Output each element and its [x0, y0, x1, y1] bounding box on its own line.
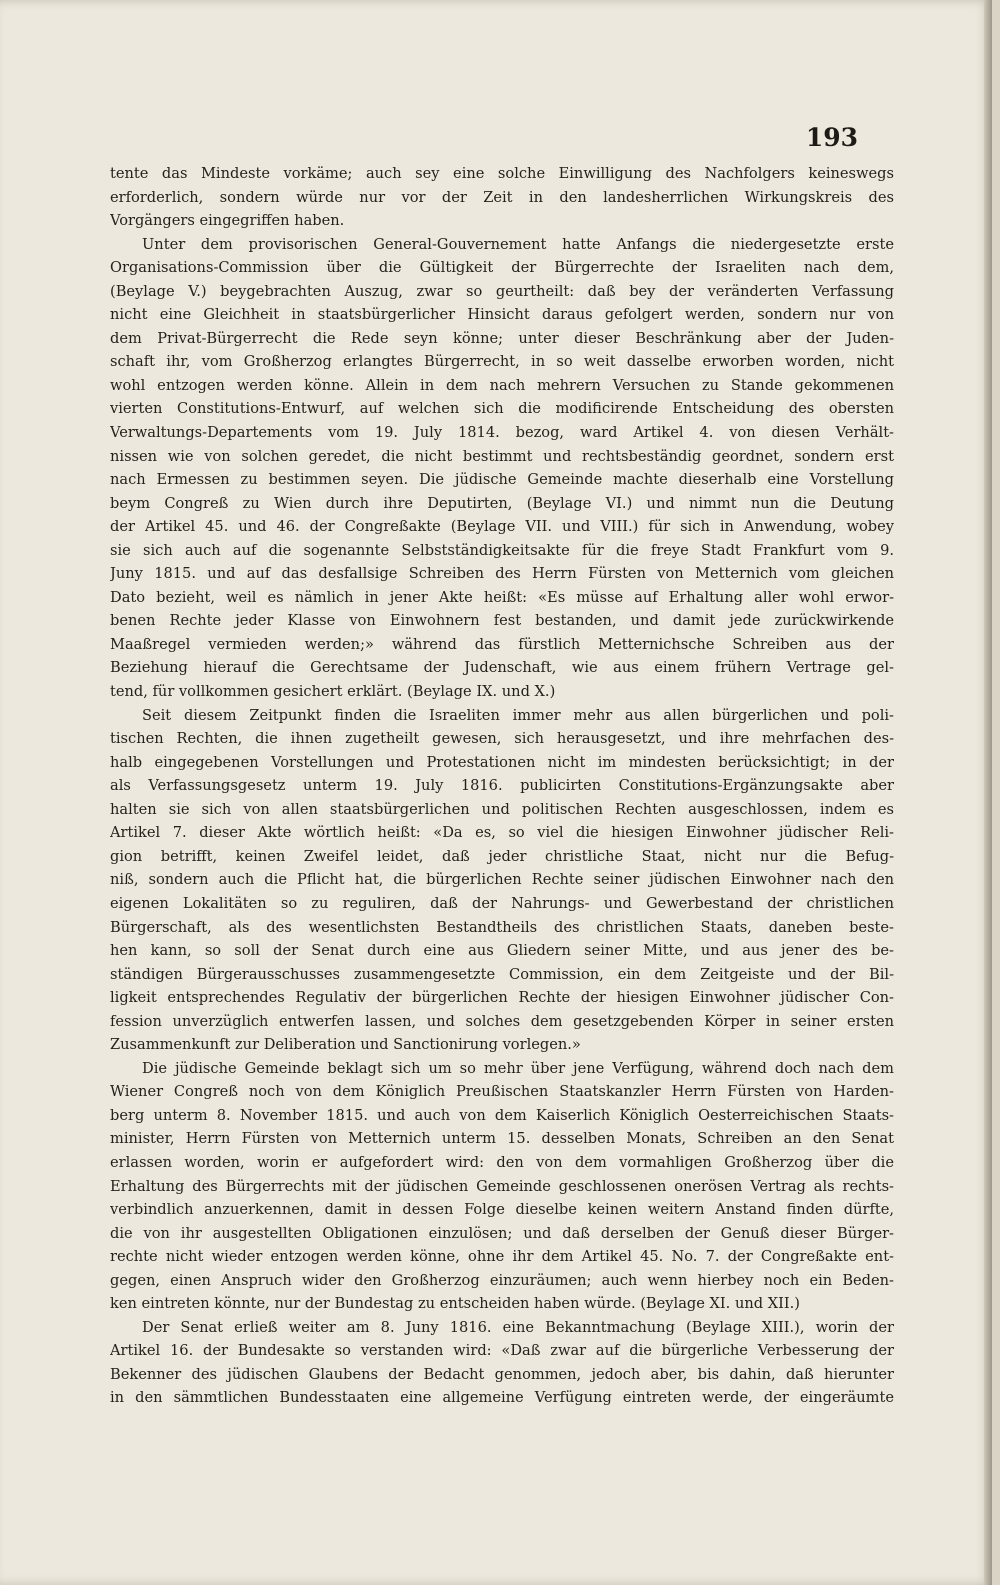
text-line: Unter dem provisorischen General-Gouvernement hatte Anfangs die niedergesetzte erste	[142, 235, 894, 253]
text-line: nissen wie von solchen geredet, die nicht bestimmt und rechtsbeständig geordnet, sondern erst	[110, 447, 894, 465]
text-line: Bürgerschaft, als des wesentlichsten Bestandtheils des christlichen Staats, daneben beste-	[110, 918, 894, 936]
text-line: Artikel 16. der Bundesakte so verstanden wird: «Daß zwar auf die bürgerliche Verbesserung der	[110, 1342, 894, 1360]
text-line: Verwaltungs-Departements vom 19. July 1814. bezog, ward Artikel 4. von diesen Verhält-	[110, 424, 894, 442]
text-line: Dato bezieht, weil es nämlich in jener Akte heißt: «Es müsse auf Erhaltung aller wohl erwor-	[110, 588, 894, 606]
text-line: sie sich auch auf die sogenannte Selbstständigkeitsakte für die freye Stadt Frankfurt vom 9.	[110, 541, 894, 559]
text-line: ständigen Bürgerausschusses zusammengesetzte Commission, ein dem Zeitgeiste und der Bil-	[110, 965, 894, 983]
text-line: tente das Mindeste vorkäme; auch sey eine solche Einwilligung des Nachfolgers keineswegs	[110, 165, 894, 182]
text-line: nicht eine Gleichheit in staatsbürgerlicher Hinsicht daraus gefolgert werden, sondern nur von	[110, 306, 894, 324]
page-number: 193	[805, 123, 858, 152]
text-line: Zusammenkunft zur Deliberation und Sanctionirung vorlegen.»	[110, 1036, 581, 1054]
text-line: Seit diesem Zeitpunkt finden die Israeliten immer mehr aus allen bürgerlichen und poli-	[142, 706, 894, 724]
page-edge-shadow	[984, 0, 992, 1585]
text-line: nach Ermessen zu bestimmen seyen. Die jüdische Gemeinde machte dieserhalb eine Vorstellung	[110, 471, 894, 489]
text-line: beym Congreß zu Wien durch ihre Deputirten, (Beylage VI.) und nimmt nun die Deutung	[110, 494, 894, 512]
text-line: rechte nicht wieder entzogen werden könne, ohne ihr dem Artikel 45. No. 7. der Congreßakte ent-	[110, 1248, 894, 1266]
text-line: als Verfassungsgesetz unterm 19. July 1816. publicirten Constitutions-Ergänzungsakte aber	[110, 777, 894, 795]
text-line: (Beylage V.) beygebrachten Auszug, zwar so geurtheilt: daß bey der veränderten Verfassung	[110, 282, 894, 300]
text-line: vierten Constitutions-Entwurf, auf welchen sich die modificirende Entscheidung des obersten	[110, 400, 894, 418]
text-line: Wiener Congreß noch von dem Königlich Preußischen Staatskanzler Herrn Fürsten von Harden-	[110, 1083, 894, 1101]
text-line: wohl entzogen werden könne. Allein in dem nach mehrern Versuchen zu Stande gekommenen	[110, 376, 894, 394]
text-line: ken eintreten könnte, nur der Bundestag zu entscheiden haben würde. (Beylage XI. und XII.)	[110, 1295, 800, 1313]
text-line: Beziehung hierauf die Gerechtsame der Judenschaft, wie aus einem frühern Vertrage gel-	[110, 659, 894, 677]
text-line: in den sämmtlichen Bundesstaaten eine allgemeine Verfügung eintreten werde, der eingeräumte	[110, 1389, 894, 1407]
text-line: halb eingegebenen Vorstellungen und Protestationen nicht im mindesten berücksichtigt; in der	[110, 753, 894, 771]
text-line: gegen, einen Anspruch wider den Großherzog einzuräumen; auch wenn hierbey noch ein Beden-	[110, 1271, 894, 1289]
text-line: Artikel 7. dieser Akte wörtlich heißt: «Da es, so viel die hiesigen Einwohner jüdischer Reli-	[110, 824, 894, 842]
text-line: Organisations-Commission über die Gültigkeit der Bürgerrechte der Israeliten nach dem,	[110, 259, 894, 277]
text-line: benen Rechte jeder Klasse von Einwohnern fest bestanden, und damit jede zurückwirkende	[110, 612, 894, 630]
text-line: Die jüdische Gemeinde beklagt sich um so mehr über jene Verfügung, während doch nach dem	[142, 1059, 894, 1077]
text-line: erlassen worden, worin er aufgefordert wird: den von dem vormahligen Großherzog über die	[110, 1153, 894, 1171]
text-line: Maaßregel vermieden werden;» während das fürstlich Metternichsche Schreiben aus der	[110, 635, 894, 653]
text-line: gion betrifft, keinen Zweifel leidet, daß jeder christliche Staat, nicht nur die Befug-	[110, 847, 894, 865]
text-line: Der Senat erließ weiter am 8. Juny 1816. eine Bekanntmachung (Beylage XIII.), worin der	[142, 1318, 894, 1336]
text-line: verbindlich anzuerkennen, damit in dessen Folge dieselbe keinen weitern Anstand finden dürfte,	[110, 1201, 894, 1219]
text-line: schaft ihr, vom Großherzog erlangtes Bürgerrecht, in so weit dasselbe erworben worden, nicht	[110, 353, 894, 371]
text-line: berg unterm 8. November 1815. und auch von dem Kaiserlich Königlich Oesterreichischen Staats-	[110, 1106, 894, 1124]
text-line: dem Privat-Bürgerrecht die Rede seyn könne; unter dieser Beschränkung aber der Juden-	[110, 329, 894, 347]
text-line: Vorgängers eingegriffen haben.	[110, 212, 345, 230]
text-line: erforderlich, sondern würde nur vor der Zeit in den landesherrlichen Wirkungskreis des	[110, 188, 894, 206]
text-line: ligkeit entsprechendes Regulativ der bürgerlichen Rechte der hiesigen Einwohner jüdischer Con-	[110, 989, 894, 1007]
text-line: fession unverzüglich entwerfen lassen, und solches dem gesetzgebenden Körper in seiner ersten	[110, 1012, 894, 1030]
text-line: Erhaltung des Bürgerrechts mit der jüdischen Gemeinde geschlossenen onerösen Vertrag als rechts-	[110, 1177, 894, 1195]
text-line: eigenen Lokalitäten so zu reguliren, daß der Nahrungs- und Gewerbestand der christlichen	[110, 894, 894, 912]
text-line: der Artikel 45. und 46. der Congreßakte (Beylage VII. und VIII.) für sich in Anwendung, wobey	[110, 518, 894, 536]
text-line: die von ihr ausgestellten Obligationen einzulösen; und daß derselben der Genuß dieser Bürger-	[110, 1224, 894, 1242]
text-line: minister, Herrn Fürsten von Metternich unterm 15. desselben Monats, Schreiben an den Senat	[110, 1130, 894, 1148]
text-line: Bekenner des jüdischen Glaubens der Bedacht genommen, jedoch aber, bis dahin, daß hierunter	[110, 1365, 894, 1383]
text-line: halten sie sich von allen staatsbürgerlichen und politischen Rechten ausgeschlossen, indem es	[110, 800, 894, 818]
text-line: tend, für vollkommen gesichert erklärt. (Beylage IX. und X.)	[110, 683, 556, 701]
text-line: hen kann, so soll der Senat durch eine aus Gliedern seiner Mitte, und aus jener des be-	[110, 942, 894, 960]
body-text	[110, 162, 894, 1410]
text-line: Juny 1815. und auf das desfallsige Schreiben des Herrn Fürsten von Metternich vom gleichen	[110, 565, 894, 583]
text-line: niß, sondern auch die Pflicht hat, die bürgerlichen Rechte seiner jüdischen Einwohner nach den	[110, 871, 894, 889]
text-line: tischen Rechten, die ihnen zugetheilt gewesen, sich herausgesetzt, und ihre mehrfachen des-	[110, 730, 894, 748]
